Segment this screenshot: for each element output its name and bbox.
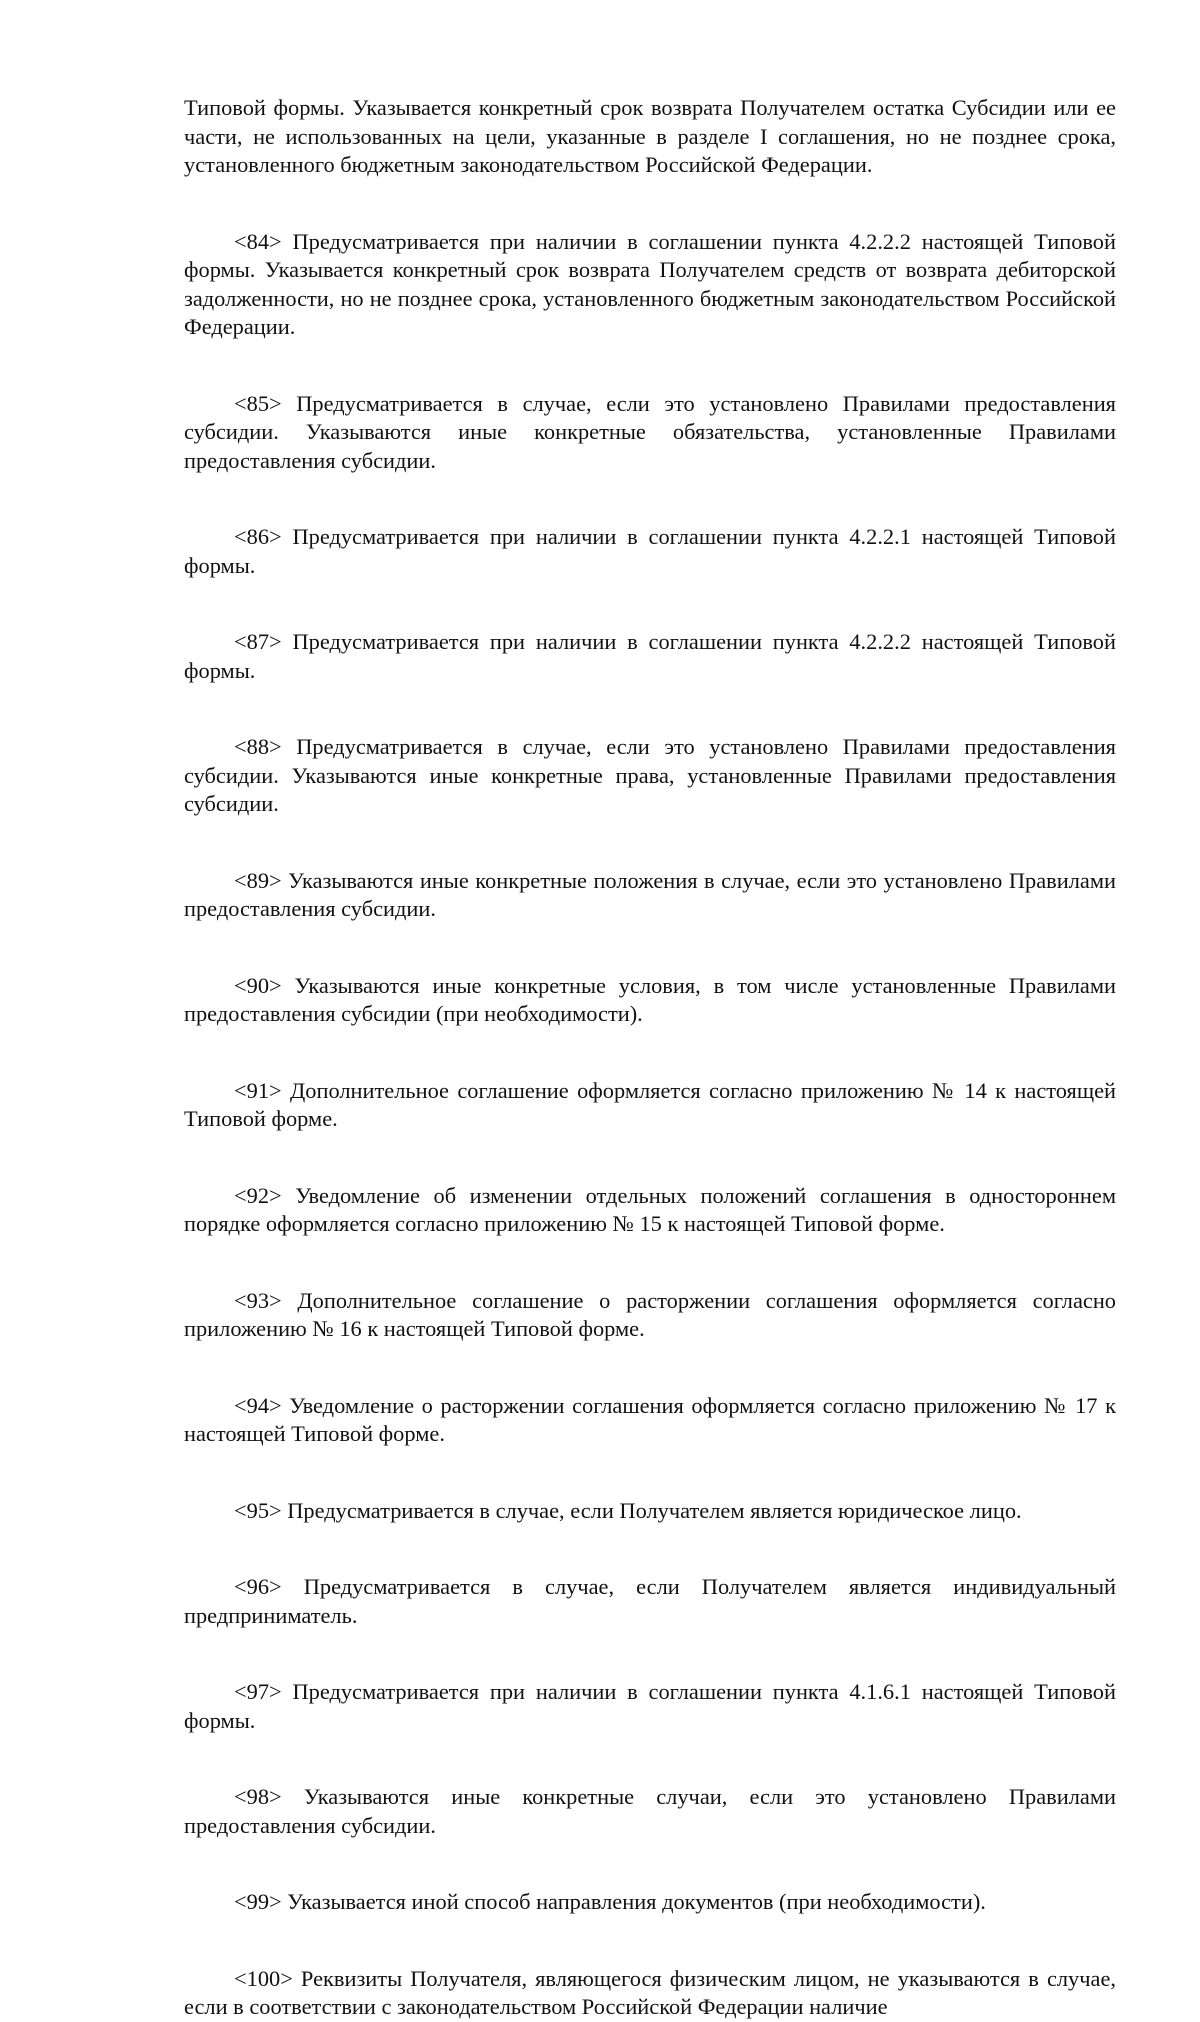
footnote-84: <84> Предусматривается при наличии в соглашении пункта 4.2.2.2 настоящей Типовой формы. Указывается конкретный срок возврата Получателем средств от возврата дебиторской задолженности, но не позднее срока, установленного бюджетным законодательством Российской Федерации.	[184, 228, 1116, 339]
footnote-99: <99> Указывается иной способ направления документов (при необходимости).	[234, 1889, 986, 1914]
footnote-92: <92> Уведомление об изменении отдельных положений соглашения в одностороннем порядке оформляется согласно приложению № 15 к настоящей Типовой форме.	[184, 1182, 1116, 1236]
footnote-90: <90> Указываются иные конкретные условия, в том числе установленные Правилами предоставления субсидии (при необходимости).	[184, 972, 1116, 1026]
footnote-97: <97> Предусматривается при наличии в соглашении пункта 4.1.6.1 настоящей Типовой формы.	[184, 1679, 1116, 1733]
footnote-88: <88> Предусматривается в случае, если это установлено Правилами предоставления субсидии. Указываются иные конкретные права, установленные Правилами предоставления субсидии.	[184, 734, 1116, 816]
footnote-95: <95> Предусматривается в случае, если Получателем является юридическое лицо.	[234, 1497, 1022, 1523]
footnote-85: <85> Предусматривается в случае, если это установлено Правилами предоставления субсидии. Указываются иные конкретные обязательства, установленные Правилами предоставления субсидии.	[184, 390, 1116, 473]
footnote-94: <94> Уведомление о расторжении соглашения оформляется согласно приложению № 17 к настоящей Типовой форме.	[184, 1392, 1116, 1446]
footnote-86: <86> Предусматривается при наличии в соглашении пункта 4.2.2.1 настоящей Типовой формы.	[184, 524, 1116, 578]
footnote-93: <93> Дополнительное соглашение о расторжении соглашения оформляется согласно приложению № 16 к настоящей Типовой форме.	[184, 1287, 1116, 1341]
document-body	[184, 94, 1116, 2022]
paragraph-continuation: Типовой формы. Указывается конкретный срок возврата Получателем остатка Субсидии или ее части, не использованных на цели, указанные в разделе I соглашения, но не позднее срока, установленного бюджетным законодательством Российской Федерации.	[184, 95, 1116, 177]
footnote-91: <91> Дополнительное соглашение оформляется согласно приложению № 14 к настоящей Типовой форме.	[184, 1077, 1116, 1131]
footnote-87: <87> Предусматривается при наличии в соглашении пункта 4.2.2.2 настоящей Типовой формы.	[184, 629, 1116, 683]
footnote-89: <89> Указываются иные конкретные положения в случае, если это установлено Правилами предоставления субсидии.	[184, 867, 1116, 921]
footnote-100: <100> Реквизиты Получателя, являющегося физическим лицом, не указываются в случае, если в соответствии с законодательством Российской Федерации наличие	[184, 1965, 1116, 2019]
footnote-96: <96> Предусматривается в случае, если Получателем является индивидуальный предприниматель.	[184, 1574, 1116, 1628]
footnote-98: <98> Указываются иные конкретные случаи, если это установлено Правилами предоставления субсидии.	[184, 1784, 1116, 1838]
